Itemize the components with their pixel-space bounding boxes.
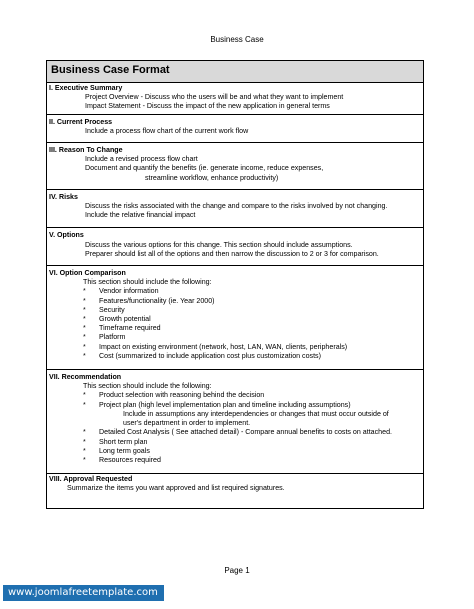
bullet-marker: * [83,400,86,409]
bullet-text: Features/functionality (ie. Year 2000) [99,296,215,305]
bullet-marker: * [83,455,86,464]
section-line: Include a process flow chart of the current work flow [85,126,249,135]
bullet-item [49,391,423,400]
section-line: Include a revised process flow chart [85,155,198,164]
section-heading: IV. Risks [49,192,78,201]
business-case-table [46,60,424,509]
sub-line: Include in assumptions any interdependencies or changes that must occur outside of [123,409,389,418]
section-approval-requested [47,474,423,507]
bullet-item [49,456,423,465]
document-title: Business Case Format [47,61,423,83]
bullet-marker: * [83,342,86,351]
section-line: Document and quantify the benefits (ie. generate income, reduce expenses, [85,164,324,173]
section-line: Summarize the items you want approved and list required signatures. [67,484,285,493]
section-current-process [47,115,423,143]
bullet-text: Vendor information [99,287,159,296]
section-heading: II. Current Process [49,117,113,126]
bullet-text: Impact on existing environment (network, host, LAN, WAN, clients, peripherals) [99,342,348,351]
bullet-marker: * [83,446,86,455]
section-recommendation [47,370,423,474]
bullet-text: Detailed Cost Analysis ( See attached detail) - Compare annual benefits to costs on attached. [99,428,392,437]
bullet-marker: * [83,315,86,324]
bullet-marker: * [83,305,86,314]
bullet-item [49,447,423,456]
bullet-marker: * [83,333,86,342]
bullet-marker: * [83,287,86,296]
bullet-text: Cost (summarized to include application cost plus customization costs) [99,351,321,360]
section-heading: VI. Option Comparison [49,269,126,278]
bullet-item [49,438,423,447]
bullet-text: Platform [99,333,126,342]
bullet-item [49,352,423,361]
section-options [47,228,423,266]
section-line: Discuss the risks associated with the change and compare to the risks involved by not changing. [85,202,388,211]
bullet-text: Growth potential [99,315,151,324]
section-heading: VII. Recommendation [49,373,122,382]
bullet-text: Short term plan [99,437,148,446]
bullet-marker: * [83,391,86,400]
section-heading: III. Reason To Change [49,146,123,155]
bullet-text: Resources required [99,455,161,464]
page-header: Business Case [210,35,264,44]
sub-line: user's department in order to implement. [123,419,251,428]
section-heading: V. Options [49,231,84,240]
bullet-marker: * [83,351,86,360]
section-line: streamline workflow, enhance productivity) [145,173,279,182]
section-heading: I. Executive Summary [49,84,123,92]
section-line: Impact Statement - Discuss the impact of the new application in general terms [85,102,330,111]
bullet-item [49,343,423,352]
bullet-marker: * [83,324,86,333]
bullet-item [49,333,423,342]
watermark-link[interactable]: www.joomlafreetemplate.com [3,585,164,601]
section-intro: This section should include the following: [83,278,212,287]
bullet-text: Long term goals [99,446,150,455]
bullet-item [49,324,423,333]
bullet-text: Timeframe required [99,324,161,333]
bullet-item [49,401,423,410]
bullet-item [49,306,423,315]
bullet-marker: * [83,428,86,437]
bullet-text: Security [99,305,125,314]
section-reason-to-change [47,143,423,190]
section-line: Project Overview - Discuss who the users will be and what they want to implement [85,93,344,102]
section-risks [47,190,423,229]
page-number: Page 1 [224,566,250,575]
bullet-text: Project plan (high level implementation plan and timeline including assumptions) [99,400,351,409]
bullet-item [49,287,423,296]
bullet-item [49,315,423,324]
section-line: Preparer should list all of the options and then narrow the discussion to 2 or 3 for comparison. [85,249,379,258]
bullet-marker: * [83,437,86,446]
section-intro: This section should include the following: [83,382,212,391]
section-heading: VIII. Approval Requested [49,475,133,484]
section-option-comparison [47,266,423,370]
section-line: Include the relative financial impact [85,211,196,220]
bullet-item [49,428,423,437]
bullet-text: Product selection with reasoning behind the decision [99,391,265,400]
bullet-item [49,297,423,306]
bullet-marker: * [83,296,86,305]
section-line: Discuss the various options for this change. This section should include assumptions. [85,240,353,249]
section-executive-summary [47,83,423,115]
